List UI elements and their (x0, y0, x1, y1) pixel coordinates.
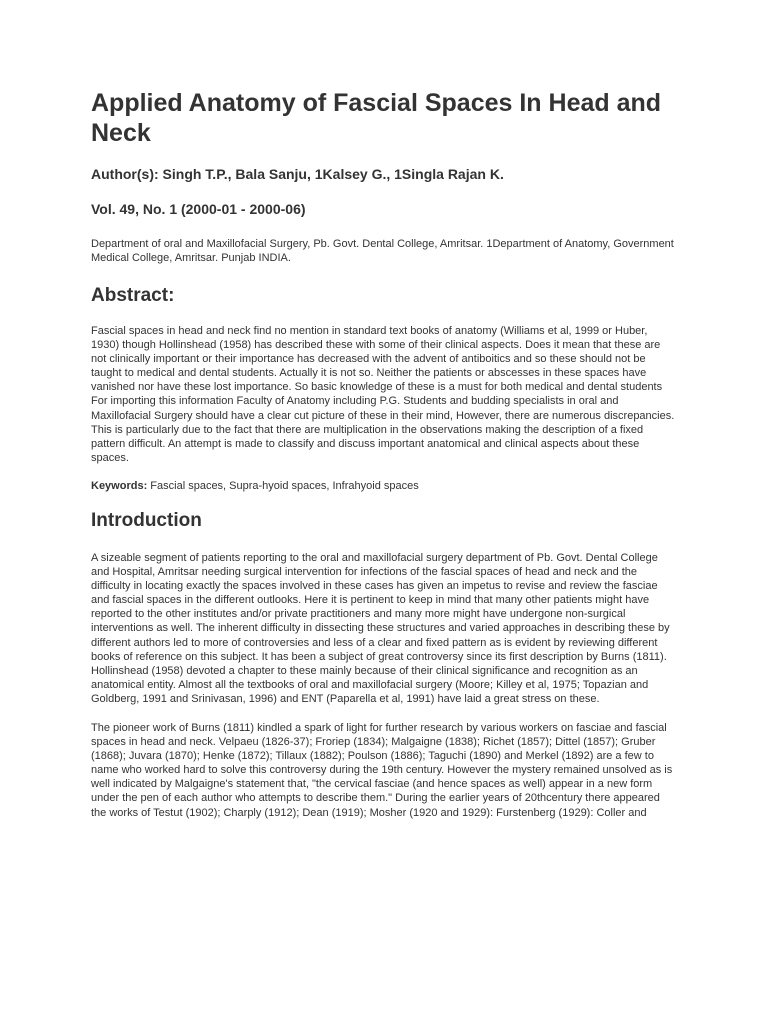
abstract-text: Fascial spaces in head and neck find no mention in standard text books of anatomy (Williams et al, 1999 or Huber, 1930) though Hollinshead (1958) has described these with some of their clinical aspects. Does it mean that these are not clinically important or their importance has decreased with the advent of antiboitics and so these should not be taught to medical and dental students. Actually it is not so. Neither the patients or abscesses in these spaces have vanished nor have these lost importance. So basic knowledge of these is a must for both medical and dental students For importing this information Faculty of Anatomy including P.G. Students and budding specialists in oral and Maxillofacial Surgery should have a clear cut picture of these in their mind, However, there are numerous discrepancies. This is particularly due to the fact that there are multiplication in the observations making the description of a fixed pattern difficult. An attempt is made to classify and discuss important anatomical and clinical aspects about these spaces. (91, 325, 675, 464)
keywords-text: Fascial spaces, Supra-hyoid spaces, Infrahyoid spaces (147, 479, 419, 492)
article-title: Applied Anatomy of Fascial Spaces In Head and Neck (91, 89, 662, 147)
introduction-paragraph-1: A sizeable segment of patients reporting to the oral and maxillofacial surgery department of Pb. Govt. Dental College and Hospital, Amritsar needing surgical intervention for infections of the fascial spaces of head and neck and the difficulty in locating exactly the spaces involved in these cases has given an impetus to revise and review the fasciae and fascial spaces in the different outlooks. Here it is pertinent to keep in mind that many other patients might have reported to the other institutes and/or private practitioners and many more might have undergone non-surgical interventions as well. The inherent difficulty in dissecting these structures and varied approaches in describing these by different authors led to more of controversies and less of a clear and fixed pattern as is evident by reviewing different books of reference on this subject. It has been a subject of great controversy since its first description by Burns (1811). Hollinshead (1958) devoted a chapter to these mainly because of their clinical significance and recognition as an anatomical entity. Almost all the textbooks of oral and maxillofacial surgery (Moore; Killey et al, 1975; Topazian and Goldberg, 1991 and Srinivasan, 1996) and ENT (Paparella et al, 1991) have laid a great stress on these. (91, 551, 670, 705)
introduction-heading: Introduction (91, 509, 202, 531)
keywords-line (91, 479, 678, 493)
introduction-paragraph-2: The pioneer work of Burns (1811) kindled a spark of light for further research by various workers on fasciae and fascial spaces in head and neck. Velpaeu (1826-37); Froriep (1834); Malgaigne (1838); Richet (1857); Dittel (1857); Gruber (1868); Juvara (1870); Henke (1872); Tillaux (1882); Poulson (1886); Taguchi (1890) and Merkel (1892) are a few to name who worked hard to solve this controversy during the 19th century. However the mystery remained unsolved as is well indicated by Malgaigne's statement that, "the cervical fasciae (and hence spaces as well) appear in a new form under the pen of each author who attempts to describe them." During the earlier years of 20thcentury there appeared the works of Testut (1902); Charply (1912); Dean (1919); Mosher (1920 and 1929): Furstenberg (1929): Coller and (91, 721, 673, 819)
abstract-heading: Abstract: (91, 285, 175, 306)
keywords-label: Keywords: (91, 479, 148, 492)
article-volume: Vol. 49, No. 1 (2000-01 - 2000-06) (91, 201, 306, 217)
article-authors: Author(s): Singh T.P., Bala Sanju, 1Kalsey G., 1Singla Rajan K. (91, 166, 504, 182)
article-affiliation: Department of oral and Maxillofacial Surgery, Pb. Govt. Dental College, Amritsar. 1Department of Anatomy, Government Medical College, Amritsar. Punjab INDIA. (91, 238, 674, 264)
